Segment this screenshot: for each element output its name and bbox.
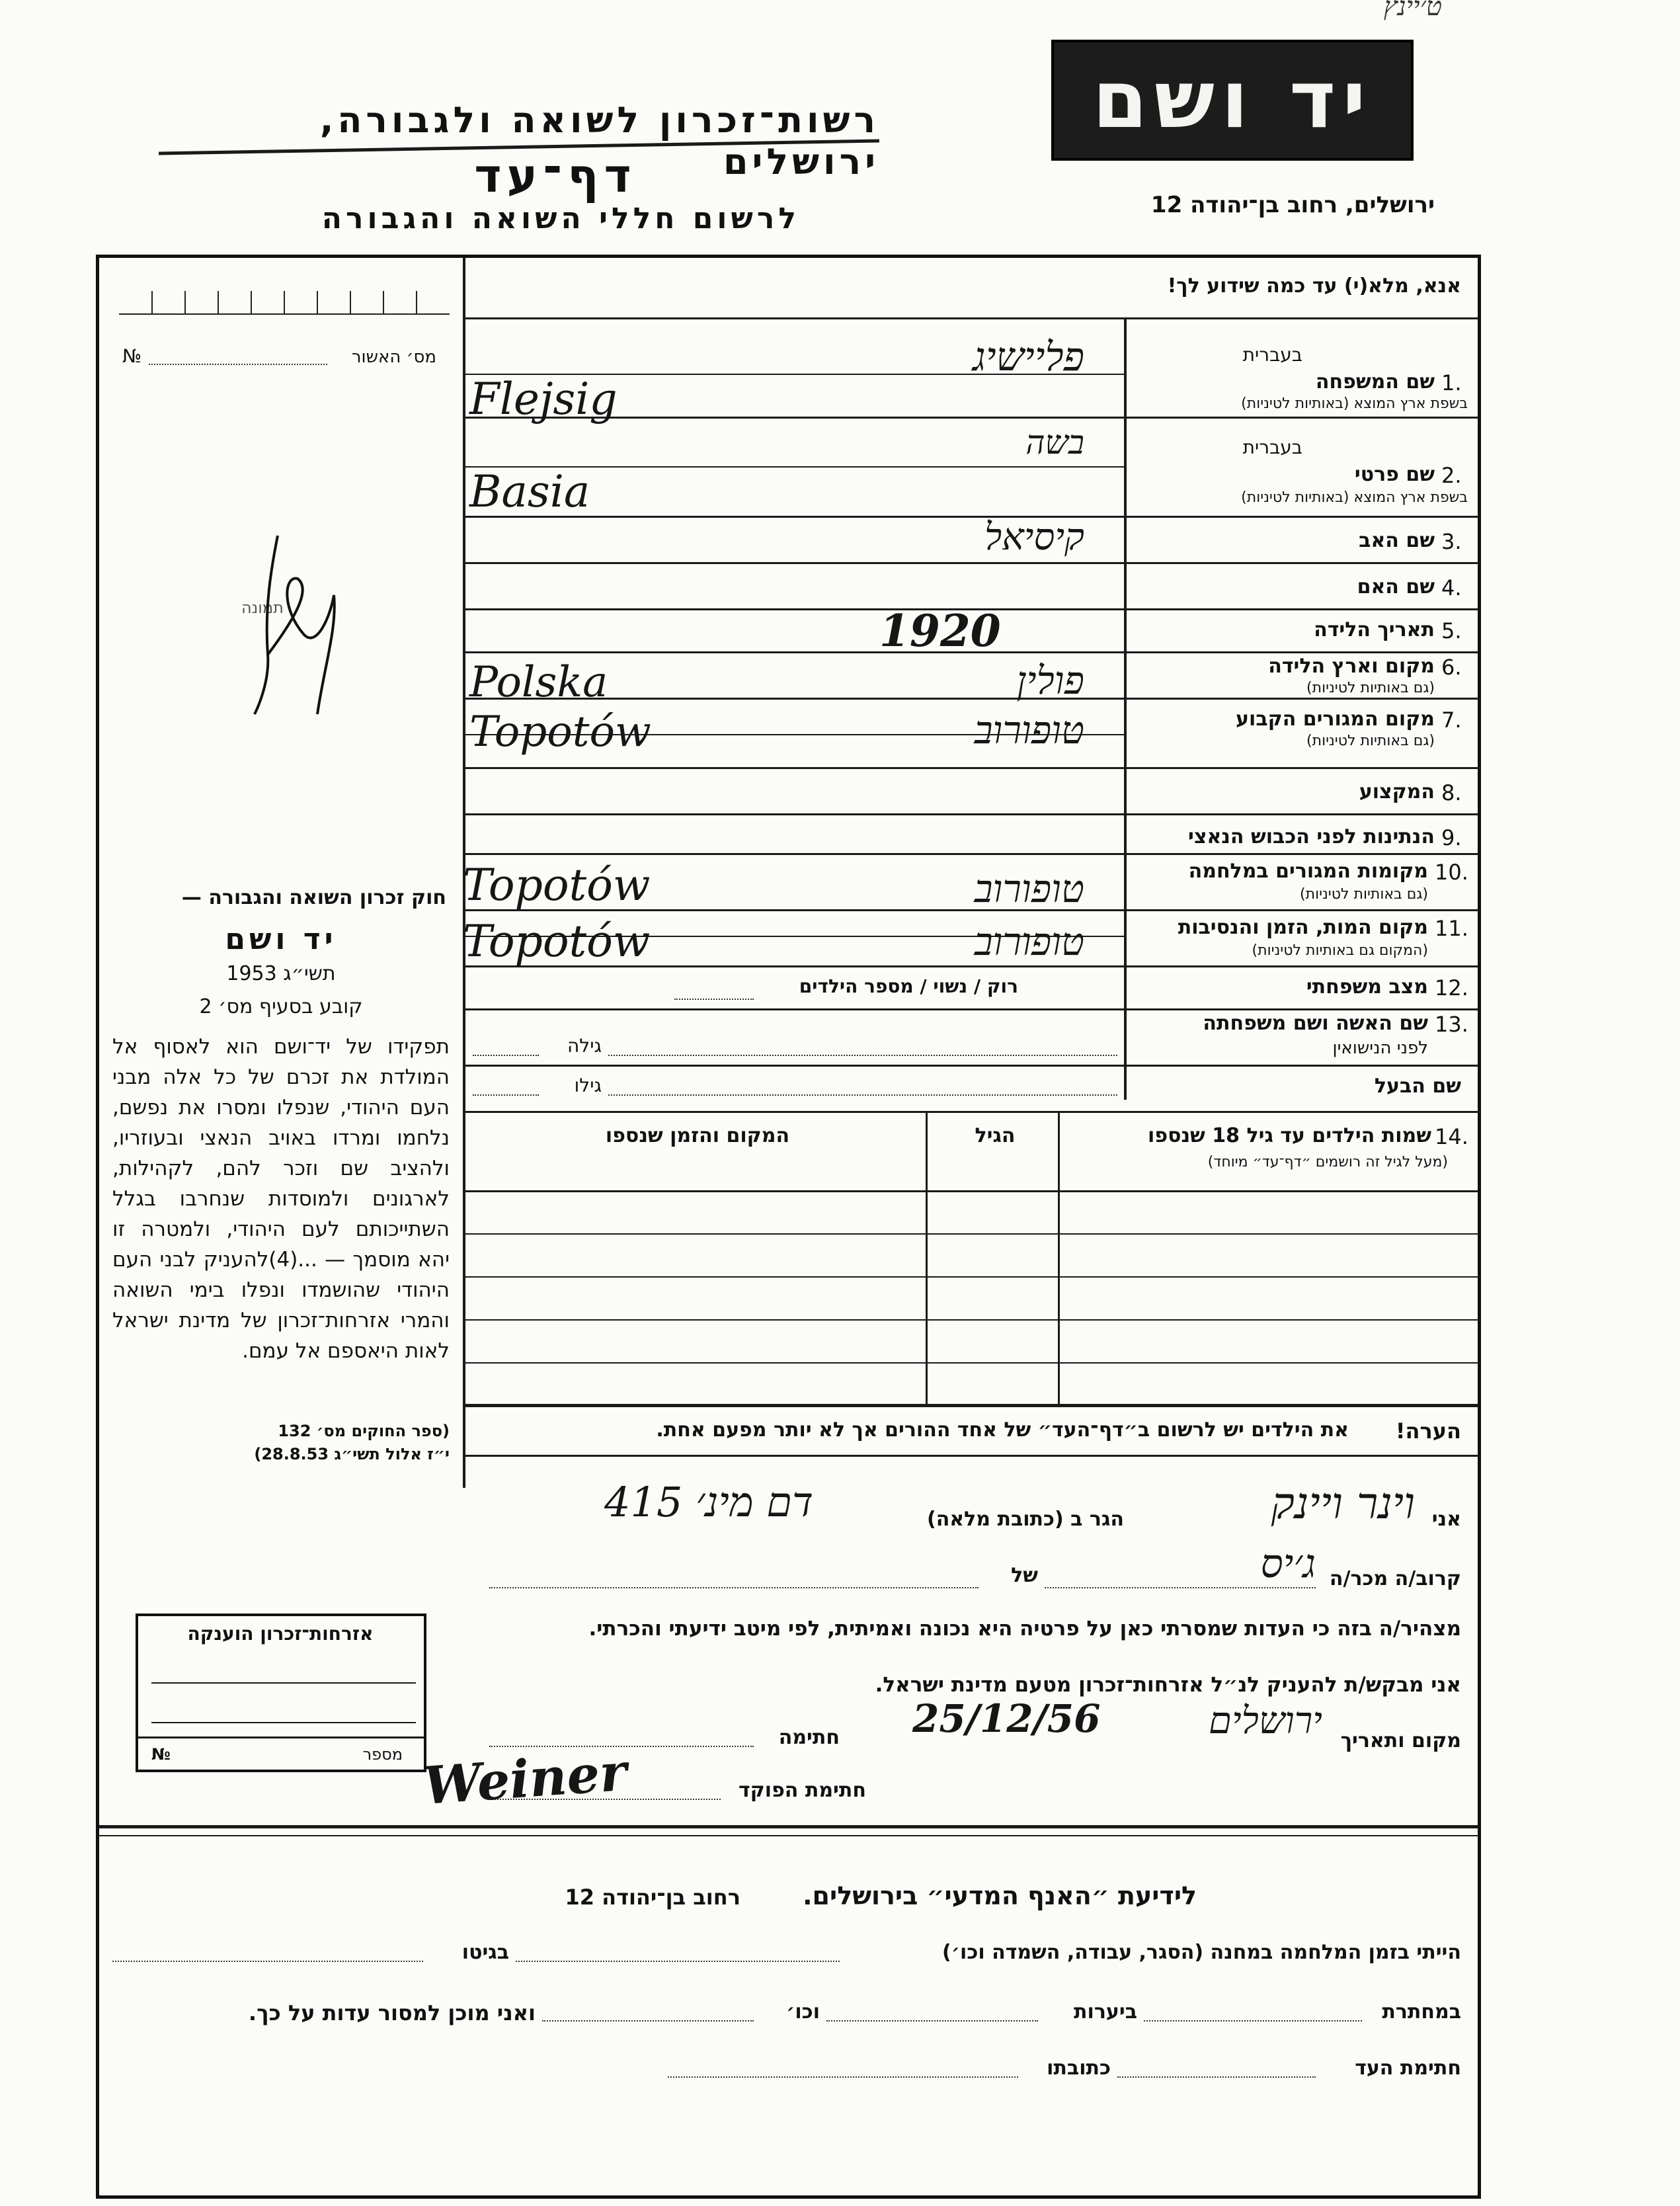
decl-relation[interactable]: ג׳יס — [1260, 1541, 1316, 1587]
decl-place[interactable]: ירושלים — [1209, 1699, 1322, 1742]
field-8-label: המקצוע — [1359, 780, 1435, 803]
marital-status-options[interactable]: רוק / נשוי / מספר הילדים — [799, 975, 1018, 997]
footer-ghetto-field[interactable] — [112, 1961, 423, 1962]
field-11-num: 11. — [1435, 916, 1468, 941]
field-2-num: 2. — [1441, 463, 1462, 488]
decl-resident-label: הגר ב (כתובת מלאה) — [926, 1508, 1124, 1531]
intro-text: אנא, מלא(י) עד כמה שידוע לך! — [1167, 274, 1461, 298]
children-place-header: המקום והזמן שנספו — [605, 1124, 790, 1147]
corner-note: ט׳יינץ — [1383, 0, 1442, 22]
field-4-label: שם האם — [1357, 575, 1435, 598]
field-11-value-lat[interactable]: Topotów — [463, 916, 651, 967]
citizenship-box — [136, 1614, 426, 1772]
approval-no-sign: № — [122, 345, 142, 367]
field-4-num: 4. — [1441, 575, 1462, 600]
field-13-label: שם האשה ושם משפחתה — [1203, 1012, 1428, 1035]
decl-signature-label: חתימה — [778, 1726, 840, 1749]
footer-camp-field[interactable] — [516, 1961, 840, 1962]
footer-witness-sig-field[interactable] — [1117, 2076, 1316, 2078]
field-2-hebrew-hint: בעברית — [1242, 436, 1302, 458]
law-ref-2: י״ז אלול תשי״ג 28.8.53) — [254, 1445, 450, 1463]
footer-line1-a: הייתי בזמן המלחמה במחנה (הסגר, עבודה, השמדה וכו׳) — [942, 1941, 1461, 1964]
law-ref-1: (ספר החוקים מס׳ 132 — [278, 1422, 450, 1440]
decl-of-label: של — [1011, 1564, 1038, 1587]
field-7-value-he[interactable]: טופורוב — [974, 708, 1084, 753]
field-1-label: שם המשפחה — [1315, 370, 1435, 393]
field-5-label: תאריך הלידה — [1314, 618, 1435, 641]
row-sep — [463, 767, 1478, 769]
citizenship-number-label: מספר — [362, 1745, 403, 1764]
field-2-value-he[interactable]: בשה — [1025, 423, 1084, 462]
note-bottom — [463, 1455, 1478, 1457]
field-5-num: 5. — [1441, 618, 1462, 643]
wife-age-field[interactable] — [473, 1055, 539, 1056]
citizenship-line — [151, 1722, 416, 1723]
form-title: דף־עד — [474, 149, 637, 203]
field-10-num: 10. — [1435, 860, 1468, 885]
note-label: הערה! — [1395, 1418, 1461, 1444]
decl-officer-label: חתימת הפוקד — [739, 1779, 866, 1802]
children-row — [463, 1190, 1478, 1192]
footer-forests-field[interactable] — [826, 2020, 1038, 2022]
field-12-num: 12. — [1435, 975, 1468, 1001]
approval-ticks — [112, 284, 456, 324]
footer-line2-a: במחתרת — [1382, 2000, 1461, 2023]
footer-line2-c: וכו׳ — [786, 2000, 820, 2023]
label-col-divider — [1124, 319, 1127, 1100]
field-11-sub: (המקום גם באותיות לטיניות) — [1252, 942, 1428, 959]
law-year: תשי״ג 1953 — [226, 962, 336, 985]
children-num: 14. — [1435, 1124, 1468, 1149]
field-2-label: שם פרטי — [1354, 463, 1435, 486]
footer-line2-d: ואני מוכן למסור עדות על כך. — [248, 2000, 536, 2025]
row-sep — [463, 813, 1478, 815]
law-heading: חוק זכרון השואה והגבורה — — [181, 886, 446, 909]
decl-name[interactable]: וינר ויינק — [1271, 1478, 1415, 1529]
field-10-label: מקומות המגורים במלחמה — [1188, 860, 1428, 883]
row-sep — [463, 853, 1478, 855]
decl-ani: אני — [1431, 1508, 1461, 1531]
approval-field[interactable] — [149, 364, 327, 365]
footer-sep — [99, 1825, 1478, 1828]
field-1-hebrew-hint: בעברית — [1242, 344, 1302, 366]
field-3-num: 3. — [1441, 529, 1462, 554]
husband-age-field[interactable] — [473, 1094, 539, 1096]
husband-label: שם הבעל — [1374, 1075, 1461, 1098]
field-2-sub: בשפת ארץ המוצא (באותיות לטיניות) — [1241, 489, 1468, 506]
law-text: תפקידו של יד־ושם הוא לאסוף אל המולדת את זכרם של כל אלה מבני העם היהודי, שנפלו ומסרו את נפשם, נלחמו ומרדו באויב הנאצי ובעוזריו, ולהציב שם וזכר להם, לקהילות, לארגונים ולמוסדות שנחרבו בגלל השתייכותם לעם היהודי, ולמטרה זו יהא מוסמך — ...(4)להעניק לבני העם היהודי שהושמדו ונפלו בימי השואה והמרי אזרחות־זכרון של מדינת ישראל לאות היאספם אל עמם. — [112, 1035, 450, 1363]
footer-address: רחוב בן־יהודה 12 — [565, 1885, 740, 1910]
children-row — [463, 1276, 1478, 1278]
footer-line1-b: בגיטו — [461, 1941, 509, 1964]
photo-signature — [218, 516, 390, 727]
institution-name: רשות־זכרון לשואה ולגבורה, ירושלים — [319, 99, 879, 183]
field-2-value-lat[interactable]: Basia — [469, 466, 590, 517]
children-heading: שמות הילדים עד גיל 18 שנספו — [1148, 1124, 1431, 1147]
footer-line2-b: ביערות — [1074, 2000, 1137, 2023]
field-10-sub: (גם באותיות לטיניות) — [1300, 886, 1428, 903]
field-7-num: 7. — [1441, 708, 1462, 733]
field-9-num: 9. — [1441, 825, 1462, 850]
field-1-num: 1. — [1441, 370, 1462, 395]
logo-text: יד ושם — [1092, 54, 1373, 146]
tick-marks — [112, 284, 456, 324]
field-6-num: 6. — [1441, 655, 1462, 680]
decl-address[interactable]: דם מינ׳ 415 — [604, 1478, 813, 1526]
field-1-value-he[interactable]: פליישיג — [973, 334, 1084, 380]
decl-place-date-label: מקום ותאריך — [1340, 1729, 1461, 1752]
wife-name-field[interactable] — [608, 1055, 1117, 1056]
field-3-value-he[interactable]: קיסיאל — [984, 516, 1084, 559]
children-row — [463, 1319, 1478, 1321]
citizenship-title: אזרחות־זכרון הוענקה — [187, 1623, 374, 1645]
footer-heading: לידיעת ״האנף המדעי״ בירושלים. — [803, 1881, 1197, 1910]
row-sep — [463, 1111, 1478, 1113]
intro-rule — [463, 317, 1478, 319]
field-3-label: שם האב — [1359, 529, 1435, 552]
field-5-value[interactable]: 1920 — [879, 605, 1001, 657]
footer-witness-address-field[interactable] — [668, 2076, 1018, 2078]
approval-label: מס׳ האשור — [351, 347, 436, 367]
address: ירושלים, רחוב בן־יהודה 12 — [1150, 192, 1435, 218]
field-13-num: 13. — [1435, 1012, 1468, 1037]
field-9-label: הנתינות לפני הכבוש הנאצי — [1188, 825, 1435, 848]
note-text: את הילדים יש לרשום ב״דף־העד״ של אחד ההורים אך לא יותר מפעם אחת. — [656, 1418, 1349, 1442]
footer-sep-2 — [99, 1835, 1478, 1836]
children-age-header: הגיל — [975, 1124, 1016, 1147]
citizenship-line — [151, 1682, 416, 1684]
footer-underground-field[interactable] — [1144, 2020, 1362, 2022]
footer-etc-field[interactable] — [542, 2020, 754, 2022]
field-10-value-lat[interactable]: Topotów — [463, 860, 651, 911]
children-col-div — [926, 1113, 928, 1404]
children-col-div — [1058, 1113, 1060, 1404]
field-11-value-he[interactable]: טופורוב — [974, 919, 1084, 964]
photo-label: תמונה — [241, 598, 284, 617]
field-1-sub: בשפת ארץ המוצא (באותיות לטיניות) — [1241, 395, 1468, 412]
citizenship-no-sign: № — [151, 1745, 171, 1764]
field-12-label: מצב משפחתי — [1306, 975, 1428, 999]
field-7-sub: (גם באותיות לטיניות) — [1306, 733, 1435, 749]
decl-of-field[interactable] — [489, 1587, 979, 1588]
children-bottom — [463, 1404, 1478, 1407]
husband-name-field[interactable] — [608, 1094, 1117, 1096]
field-6-value-he[interactable]: פולין — [1016, 658, 1084, 703]
yad-vashem-logo — [1051, 40, 1414, 161]
husband-age-label: גילו — [574, 1075, 602, 1096]
field-6-sub: (גם באותיות לטיניות) — [1306, 680, 1435, 696]
children-row — [463, 1233, 1478, 1235]
wife-age-label: גילה — [567, 1035, 602, 1057]
decl-statement-1: מצהיר/ה בזה כי העדות שמסרתי כאן על פרטיה היא נכונה ואמיתית, לפי מיטב ידיעתי והכרתי. — [588, 1617, 1461, 1641]
field-1-value-lat[interactable]: Flejsig — [469, 374, 618, 425]
decl-date[interactable]: 25/12/56 — [912, 1696, 1101, 1741]
field-6-label: מקום וארץ הלידה — [1268, 655, 1435, 678]
form-subtitle: לרשום חללי השואה והגבורה — [321, 202, 800, 235]
citizenship-bottom — [138, 1736, 424, 1738]
field-10-value-he[interactable]: טופורוב — [974, 866, 1084, 911]
children-row — [463, 1362, 1478, 1364]
decl-relation-label: קרוב/ה מכר/ה — [1329, 1567, 1461, 1590]
children-sub: (מעל לגיל זה רושמים ״דף־עד״ מיוחד) — [1207, 1154, 1448, 1170]
decl-statement-2: אני מבקש/ת להעניק לנ״ל אזרחות־זכרון מטעם מדינת ישראל. — [875, 1673, 1461, 1697]
row-sep — [463, 1008, 1478, 1010]
law-clause: קובע בסעיף מס׳ 2 — [199, 995, 363, 1018]
footer-line3-a: חתימת העד — [1355, 2057, 1461, 2080]
law-name: יד ושם — [225, 922, 337, 956]
row-sep — [463, 562, 1478, 564]
field-7-value-lat[interactable]: Topotów — [469, 708, 651, 756]
row-sep — [463, 1065, 1478, 1067]
children-count-field[interactable] — [674, 999, 754, 1000]
officer-signature: Weiner — [421, 1742, 629, 1817]
field-13-sub: לפני הנישואין — [1332, 1038, 1428, 1058]
field-11-label: מקום המות, הזמן והנסיבות — [1178, 916, 1428, 939]
field-8-num: 8. — [1441, 780, 1462, 805]
decl-relation-field[interactable] — [1045, 1587, 1316, 1588]
footer-line3-b: כתובתו — [1047, 2057, 1111, 2080]
field-6-value-lat[interactable]: Polska — [469, 658, 608, 707]
field-7-label: מקום המגורים הקבוע — [1236, 708, 1435, 731]
